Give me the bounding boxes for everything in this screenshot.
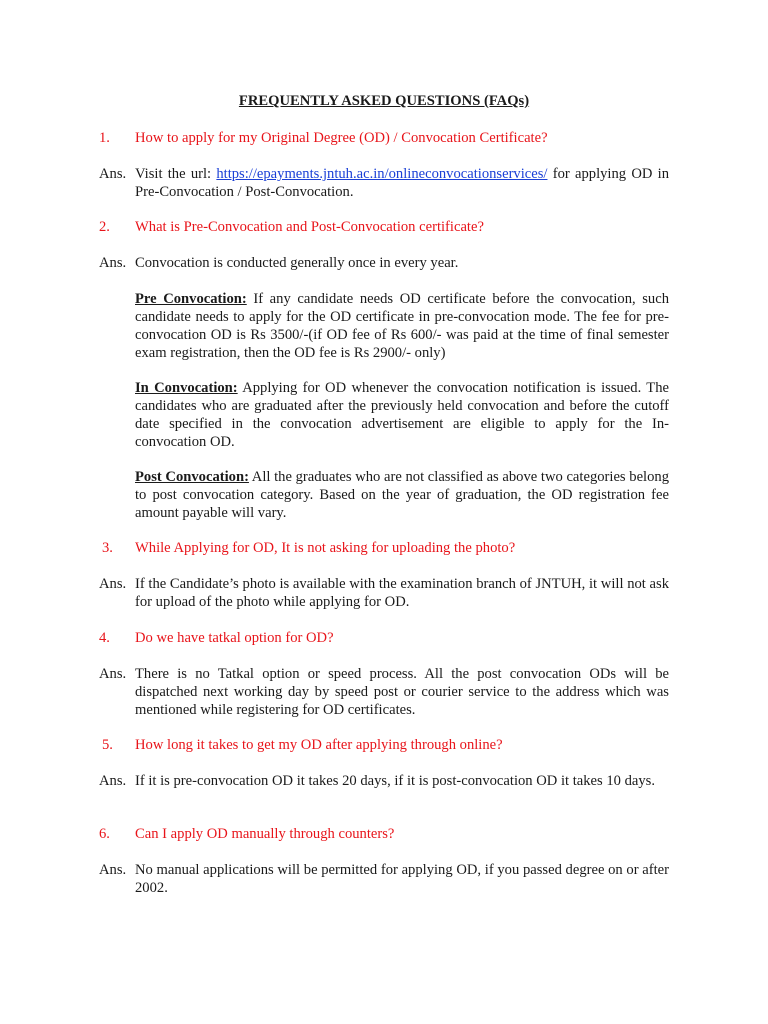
question-text: While Applying for OD, It is not asking for uploading the photo? <box>135 540 516 556</box>
question-number: 5. <box>102 737 113 753</box>
post-convocation-heading: Post Convocation: <box>135 469 249 485</box>
answer-4: There is no Tatkal option or speed process. All the post convocation ODs will be dispatched next working day by speed post or courier service to the address which was mentioned while registering for OD certificates. <box>135 666 669 718</box>
question-number: 3. <box>102 540 113 556</box>
answer-text: Visit the url: <box>135 166 217 182</box>
question-number: 4. <box>99 630 110 646</box>
pre-convocation-heading: Pre Convocation: <box>135 291 247 307</box>
pre-convocation-text: If any candidate needs OD certificate before the convocation, such candidate needs to apply for the OD certificate in pre-convocation mode. The fee for pre-convocation OD is Rs 3500/-(if OD fee of Rs 600/- was paid at the time of final semester exam registration, then the OD fee is Rs 2900/- only) <box>135 291 669 361</box>
answer-text: for applying OD in Pre-Convocation / Post-Convocation. <box>135 166 669 200</box>
post-convocation-paragraph <box>135 468 669 522</box>
question-text: Do we have tatkal option for OD? <box>135 630 334 646</box>
answer-2: Convocation is conducted generally once in every year. <box>135 255 459 271</box>
online-convocation-link[interactable]: https://epayments.jntuh.ac.in/onlineconvocationservices/ <box>216 166 548 182</box>
answer-label: Ans. <box>99 576 127 592</box>
post-convocation-text: All the graduates who are not classified as above two categories belong to post convocation category. Based on the year of graduation, the OD registration fee amount payable will vary. <box>135 469 669 521</box>
answer-label: Ans. <box>99 773 127 789</box>
answer-label: Ans. <box>99 166 127 182</box>
answer-label: Ans. <box>99 862 127 878</box>
answer-label: Ans. <box>99 666 127 682</box>
question-number: 2. <box>99 219 110 235</box>
answer-5: If it is pre-convocation OD it takes 20 days, if it is post-convocation OD it takes 10 days. <box>135 773 656 789</box>
question-number: 1. <box>99 130 110 146</box>
answer-1 <box>135 165 669 201</box>
page-title: FREQUENTLY ASKED QUESTIONS (FAQs) <box>238 93 530 109</box>
in-convocation-heading: In Convocation: <box>135 380 238 396</box>
pre-convocation-paragraph <box>135 290 669 362</box>
answer-label: Ans. <box>99 255 127 271</box>
in-convocation-paragraph <box>135 379 669 451</box>
question-text: How long it takes to get my OD after applying through online? <box>135 737 503 753</box>
question-text: What is Pre-Convocation and Post-Convocation certificate? <box>135 219 484 235</box>
answer-6: No manual applications will be permitted for applying OD, if you passed degree on or after 2002. <box>135 862 669 896</box>
question-number: 6. <box>99 826 110 842</box>
answer-3: If the Candidate’s photo is available with the examination branch of JNTUH, it will not ask for upload of the photo while applying for OD. <box>135 576 669 610</box>
question-text: Can I apply OD manually through counters? <box>135 826 395 842</box>
question-text: How to apply for my Original Degree (OD) / Convocation Certificate? <box>135 130 548 146</box>
in-convocation-text: Applying for OD whenever the convocation notification is issued. The candidates who are graduated after the previously held convocation and before the cutoff date specified in the convocation advertisement are eligible to apply for the In- convocation OD. <box>135 380 669 450</box>
